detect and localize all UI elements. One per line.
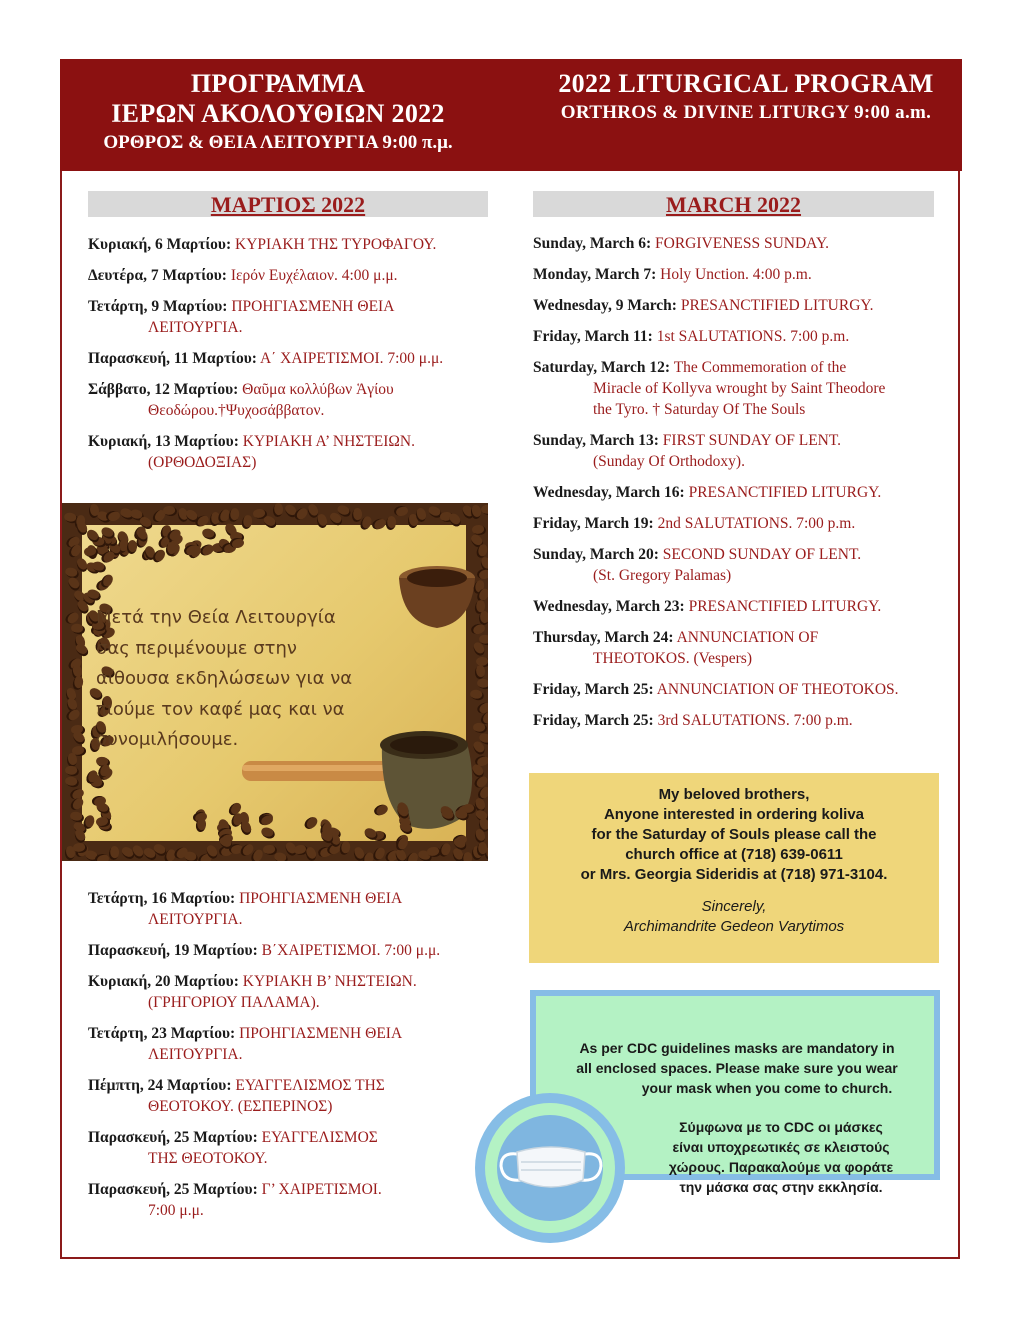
entry-date: Monday, March 7: [533,266,657,283]
mask-greek-line: είναι υποχρεωτικές σε κλειστούς [672,1139,890,1155]
schedule-entry [88,1127,498,1169]
schedule-entry [88,431,498,473]
entry-event: Ιερόν Ευχέλαιον. 4:00 μ.μ. [230,267,398,284]
koliva-line: Anyone interested in ordering koliva [603,806,865,823]
mask-english-line: your mask when you come to church. [641,1080,893,1096]
schedule-entry [533,233,953,254]
coffee-invitation-text [96,603,396,756]
coffee-text-line: σας περιμένουμε στην [96,637,297,659]
schedule-entry [88,1023,498,1065]
entry-date: Τετάρτη, 9 Μαρτίου: [88,298,228,315]
entry-continuation: (ΓΡΗΓΟΡΙΟΥ ΠΑΛΑΜΑ). [148,994,320,1011]
entry-date: Friday, March 11: [533,328,653,345]
schedule-entry [88,1179,498,1221]
entry-date: Sunday, March 13: [533,432,659,449]
mask-greek-text [646,1117,916,1197]
mask-english-text [562,1038,912,1098]
entry-continuation: ΘΕΟΤΟΚΟΥ. (ΕΣΠΕΡΙΝΟΣ) [148,1098,333,1115]
entry-date: Thursday, March 24: [533,629,674,646]
schedule-entry [533,544,953,586]
greek-header-line1: ΠΡΟΓΡΑΜΜΑ [190,69,366,98]
entry-date: Κυριακή, 20 Μαρτίου: [88,973,239,990]
mask-greek-line: Σύμφωνα με το CDC οι μάσκες [679,1119,883,1135]
coffee-text-line: Μετά την Θεία Λειτουργία [96,607,336,628]
entry-event: 1st SALUTATIONS. 7:00 p.m. [656,328,850,345]
schedule-entry [533,326,953,347]
entry-event: FORGIVENESS SUNDAY. [655,235,830,252]
entry-date: Saturday, March 12: [533,359,671,376]
entry-continuation: ΛΕΙΤΟΥΡΓΙΑ. [148,319,243,336]
entry-continuation: (Sunday Of Orthodoxy). [593,453,745,470]
koliva-line: My beloved brothers, [658,786,810,803]
schedule-entry [533,513,953,534]
entry-event: 3rd SALUTATIONS. 7:00 p.m. [657,712,853,729]
entry-date: Sunday, March 6: [533,235,652,252]
entry-date: Παρασκευή, 25 Μαρτίου: [88,1129,258,1146]
greek-header [60,69,496,157]
entry-continuation: ΛΕΙΤΟΥΡΓΙΑ. [148,1046,243,1063]
entry-continuation: ΤΗΣ ΘΕΟΤΟΚΟΥ. [148,1150,268,1167]
entry-event: ΕΥΑΓΓΕΛΙΣΜΟΣ [261,1129,378,1146]
greek-header-line2: ΙΕΡΩΝ ΑΚΟΛΟΥΘΙΩΝ 2022 [111,99,445,128]
entry-continuation: (ΟΡΘΟΔΟΞΙΑΣ) [148,454,257,471]
schedule-entry [88,971,498,1013]
entry-date: Friday, March 19: [533,515,654,532]
entry-continuation: Θεοδώρου.†Ψυχοσάββατον. [148,402,325,419]
face-mask-icon [497,1140,607,1200]
entry-event: ΠΡΟΗΓΙΑΣΜΕΝΗ ΘΕΙΑ [239,890,403,907]
entry-date: Κυριακή, 13 Μαρτίου: [88,433,239,450]
greek-schedule-bottom [88,888,498,1231]
coffee-text-line: αίθουσα εκδηλώσεων για να [96,668,353,689]
koliva-line: or Mrs. Georgia Sideridis at (718) 971-3104. [580,866,888,883]
entry-continuation: (St. Gregory Palamas) [593,567,732,584]
entry-date: Τετάρτη, 16 Μαρτίου: [88,890,236,907]
schedule-entry [533,627,953,669]
greek-header-line3: ΟΡΘΡΟΣ & ΘΕΙΑ ΛΕΙΤΟΥΡΓΙΑ 9:00 π.μ. [103,132,453,153]
entry-event: ΕΥΑΓΓΕΛΙΣΜΟΣ ΤΗΣ [235,1077,385,1094]
entry-event: SECOND SUNDAY OF LENT. [662,546,862,563]
entry-event: Β΄ΧΑΙΡΕΤΙΣΜΟΙ. 7:00 μ.μ. [261,942,441,959]
english-header [530,69,962,127]
schedule-entry [533,679,953,700]
schedule-entry [533,596,953,617]
entry-event: ΚΥΡΙΑΚΗ ΤΗΣ ΤΥΡΟΦΑΓΟΥ. [235,236,437,253]
entry-event: FIRST SUNDAY OF LENT. [662,432,842,449]
entry-date: Σάββατο, 12 Μαρτίου: [88,381,239,398]
schedule-entry [533,264,953,285]
entry-date: Παρασκευή, 19 Μαρτίου: [88,942,258,959]
koliva-line: church office at (718) 639-0611 [625,846,843,863]
entry-continuation: THEOTOKOS. (Vespers) [593,650,752,667]
english-header-line2: ORTHROS & DIVINE LITURGY 9:00 a.m. [560,102,932,123]
coffee-bean [95,854,110,861]
entry-date: Παρασκευή, 25 Μαρτίου: [88,1181,258,1198]
schedule-entry [533,710,953,731]
schedule-entry [533,430,953,472]
entry-date: Wednesday, 9 March: [533,297,677,314]
schedule-entry [88,379,498,421]
entry-continuation: ΛΕΙΤΟΥΡΓΙΑ. [148,911,243,928]
entry-date: Friday, March 25: [533,681,654,698]
entry-event: ΚΥΡΙΑΚΗ Β’ ΝΗΣΤΕΙΩΝ. [242,973,417,990]
mask-greek-line: την μάσκα σας στην εκκλησία. [679,1179,883,1195]
schedule-entry [88,296,498,338]
entry-event: Θαῦμα κολλύβων Ἁγίου [242,381,394,398]
entry-date: Sunday, March 20: [533,546,659,563]
schedule-entry [533,295,953,316]
entry-event: Α΄ ΧΑΙΡΕΤΙΣΜΟΙ. 7:00 μ.μ. [259,350,444,367]
entry-event: Holy Unction. 4:00 p.m. [660,266,812,283]
greek-schedule-top [88,234,498,483]
english-month-title: MARCH 2022 [533,191,934,217]
greek-month-title: ΜΑΡΤΙΟΣ 2022 [88,191,488,217]
entry-continuation: Miracle of Kollyva wrought by Saint Theodore [593,380,886,397]
english-schedule [533,233,953,741]
entry-event: ΚΥΡΙΑΚΗ Α’ ΝΗΣΤΕΙΩΝ. [242,433,415,450]
mask-english-line: all enclosed spaces. Please make sure you wear [576,1060,898,1076]
entry-date: Πέμπτη, 24 Μαρτίου: [88,1077,232,1094]
schedule-entry [88,888,498,930]
entry-event: The Commemoration of the [673,359,847,376]
schedule-entry [88,265,498,286]
header-banner [60,59,962,171]
entry-event: ANNUNCIATION OF THEOTOKOS. [656,681,899,698]
schedule-entry [533,482,953,503]
entry-event: 2nd SALUTATIONS. 7:00 p.m. [657,515,856,532]
entry-continuation: the Tyro. † Saturday Of The Souls [593,401,806,418]
entry-date: Friday, March 25: [533,712,654,729]
schedule-entry [88,234,498,255]
entry-continuation: 7:00 μ.μ. [148,1202,204,1219]
schedule-entry [88,348,498,369]
entry-date: Τετάρτη, 23 Μαρτίου: [88,1025,236,1042]
koliva-signature: Archimandrite Gedeon Varytimos [623,918,845,935]
mask-greek-line: χώρους. Παρακαλούμε να φοράτε [668,1159,894,1175]
entry-event: ANNUNCIATION OF [676,629,819,646]
entry-event: PRESANCTIFIED LITURGY. [680,297,874,314]
english-header-line1: 2022 LITURGICAL PROGRAM [558,69,934,98]
coffee-text-line: πιούμε τον καφέ μας και να [96,698,345,720]
entry-event: PRESANCTIFIED LITURGY. [688,484,882,501]
entry-date: Wednesday, March 23: [533,598,685,615]
entry-date: Δευτέρα, 7 Μαρτίου: [88,267,227,284]
schedule-entry [533,357,953,420]
koliva-closing: Sincerely, [701,898,767,915]
entry-event: PRESANCTIFIED LITURGY. [688,598,882,615]
schedule-entry [88,940,498,961]
mask-english-line: As per CDC guidelines masks are mandatory in [579,1040,895,1056]
coffee-text-line: συνομιλήσουμε. [96,729,239,750]
entry-event: ΠΡΟΗΓΙΑΣΜΕΝΗ ΘΕΙΑ [239,1025,403,1042]
entry-event: ΠΡΟΗΓΙΑΣΜΕΝΗ ΘΕΙΑ [231,298,395,315]
koliva-line: for the Saturday of Souls please call the [591,826,877,843]
entry-date: Κυριακή, 6 Μαρτίου: [88,236,232,253]
entry-event: Γ’ ΧΑΙΡΕΤΙΣΜΟΙ. [261,1181,382,1198]
entry-date: Παρασκευή, 11 Μαρτίου: [88,350,257,367]
schedule-entry [88,1075,498,1117]
entry-date: Wednesday, March 16: [533,484,685,501]
koliva-notice [529,773,939,963]
